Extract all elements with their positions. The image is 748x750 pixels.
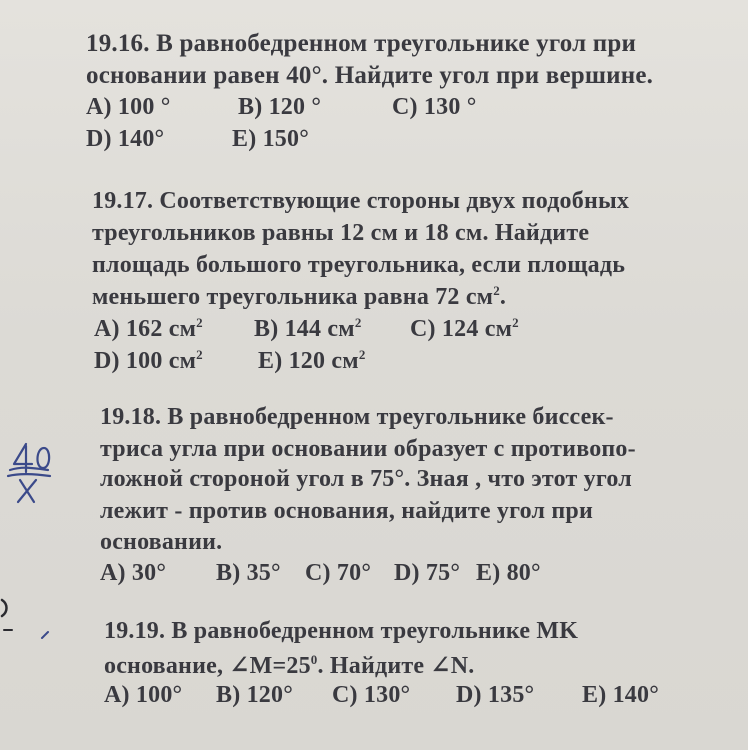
answer-option-d xyxy=(94,348,203,375)
problem-text-line: основании. xyxy=(100,529,223,555)
problem-text-line xyxy=(104,650,474,680)
answer-option-b: B) 120 ° xyxy=(238,94,322,120)
answer-option-b: B) 120° xyxy=(216,682,293,708)
superscript: 0 xyxy=(310,652,318,667)
problem-text-line: лежит - против основания, найдите угол при xyxy=(100,498,593,524)
problem-text: основание, ∠M=25 xyxy=(104,653,311,679)
problem-text-line: 19.19. В равнобедренном треугольнике MK xyxy=(104,618,579,644)
problem-text-line: триса угла при основании образует с противопо- xyxy=(100,436,636,462)
answer-option-b xyxy=(254,316,362,343)
option-text: C) 124 см xyxy=(410,316,513,342)
answer-option-e: E) 140° xyxy=(582,682,659,708)
superscript: 2 xyxy=(196,347,203,362)
option-text: D) 100 см xyxy=(94,348,197,374)
answer-option-c: C) 130° xyxy=(332,682,411,708)
answer-option-d: D) 75° xyxy=(394,560,461,586)
handwritten-note xyxy=(4,440,74,510)
answer-option-a xyxy=(94,316,203,343)
problem-text-line: 19.16. В равнобедренном треугольнике угол при xyxy=(86,30,637,57)
problem-text-line: площадь большого треугольника, если площадь xyxy=(92,252,626,278)
option-text: A) 162 см xyxy=(94,316,197,342)
answer-option-d: D) 140° xyxy=(86,126,165,152)
problem-text-line: 19.17. Соответствующие стороны двух подобных xyxy=(92,188,630,214)
superscript: 2 xyxy=(196,315,203,330)
problem-text-line: основании равен 40°. Найдите угол при вершине. xyxy=(86,62,654,89)
answer-option-a: A) 30° xyxy=(100,560,167,586)
answer-option-c xyxy=(410,316,519,343)
superscript: 2 xyxy=(512,315,519,330)
superscript: 2 xyxy=(358,347,366,362)
answer-option-e xyxy=(258,348,366,375)
problem-text-line: 19.18. В равнобедренном треугольнике биссек- xyxy=(100,404,614,430)
problem-text-line: треугольников равны 12 см и 18 см. Найдите xyxy=(92,220,590,246)
answer-option-e: E) 80° xyxy=(476,560,541,586)
margin-mark xyxy=(0,590,20,650)
superscript: 2 xyxy=(493,283,500,298)
option-text: E) 120 см xyxy=(258,348,359,374)
problem-text-line xyxy=(92,284,506,311)
problem-text: . Найдите ∠N. xyxy=(317,653,475,679)
problem-text: меньшего треугольника равна 72 см xyxy=(92,284,494,310)
punctuation: . xyxy=(499,284,507,310)
answer-option-a: A) 100 ° xyxy=(86,94,171,120)
superscript: 2 xyxy=(354,315,362,330)
answer-option-e: E) 150° xyxy=(232,126,309,152)
problem-text-line: ложной стороной угол в 75°. Зная , что этот угол xyxy=(100,466,632,492)
answer-option-a: A) 100° xyxy=(104,682,183,708)
answer-option-d: D) 135° xyxy=(456,682,535,708)
answer-option-c: C) 70° xyxy=(305,560,372,586)
pen-dot xyxy=(40,630,52,642)
answer-option-c: C) 130 ° xyxy=(392,94,477,120)
option-text: B) 144 см xyxy=(254,316,355,342)
answer-option-b: B) 35° xyxy=(216,560,281,586)
